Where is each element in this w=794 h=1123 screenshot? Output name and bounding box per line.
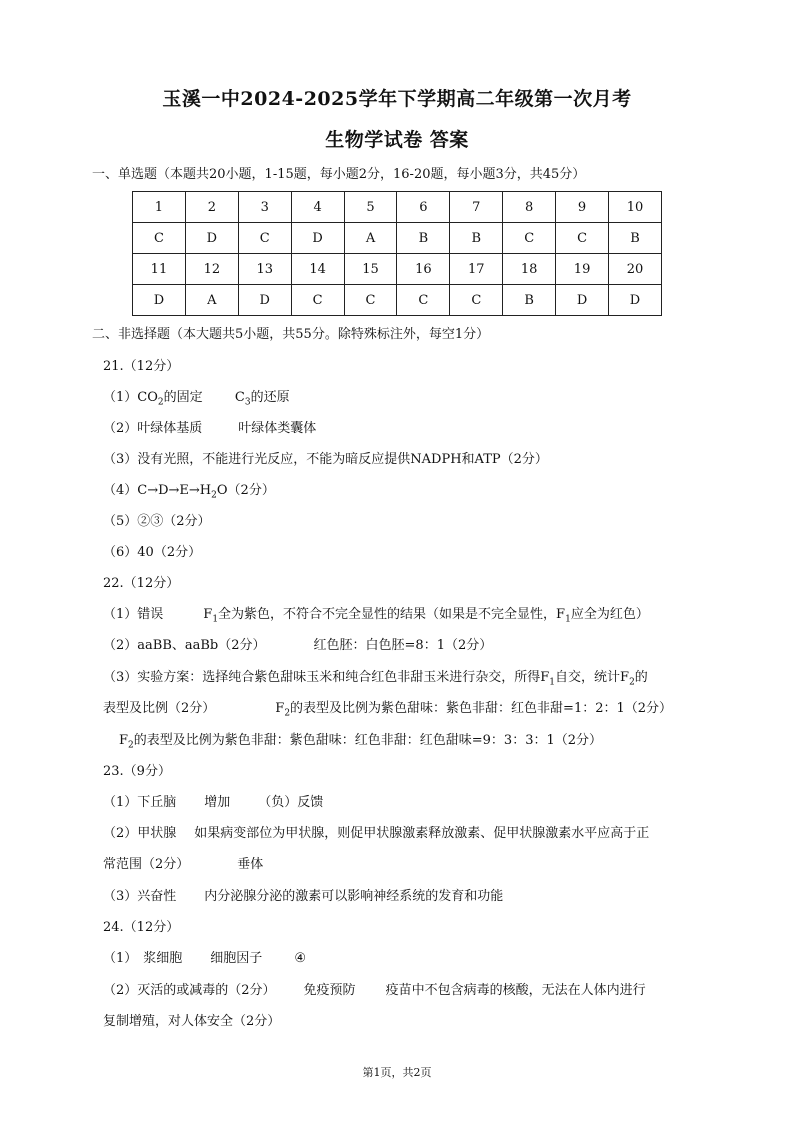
answer-table-cell: 1 <box>133 192 186 223</box>
q23-heading: 23.（9分） <box>103 764 171 779</box>
q22-answer-3-line3: $F_2$的表型及比例为紫色非甜：紫色甜味：红色非甜：红色甜味=9：3：3：1（2分） <box>119 733 603 751</box>
answer-table-cell: 9 <box>556 192 609 223</box>
q23-answer-2-line2: 常范围（2分） 垂体 <box>103 857 264 872</box>
answer-table-cell: 2 <box>185 192 238 223</box>
q24-answer-2-line2: 复制增殖，对人体安全（2分） <box>103 1014 281 1029</box>
answer-table-cell: C <box>397 285 450 316</box>
answer-table-cell: 5 <box>344 192 397 223</box>
q22-answer-2: （2）aaBB、aaBb（2分） 红色胚：白色胚=8：1（2分） <box>103 638 493 653</box>
answer-table-cell: D <box>238 285 291 316</box>
q21-answer-5: （5）②③（2分） <box>103 514 211 529</box>
answer-table-cell: C <box>556 223 609 254</box>
answer-table-cell: B <box>609 223 662 254</box>
answer-table-cell: D <box>556 285 609 316</box>
answer-table-cell: C <box>344 285 397 316</box>
q21-heading: 21.（12分） <box>103 359 180 374</box>
answer-table-cell: C <box>291 285 344 316</box>
answer-table-cell: B <box>503 285 556 316</box>
q22-answer-3-line2: 表型及比例（2分） $F_2$的表型及比例为紫色甜味：紫色非甜：红色非甜=1：2：1（2分） <box>103 701 673 719</box>
answer-table-cell: D <box>185 223 238 254</box>
answer-table-cell: 17 <box>450 254 503 285</box>
answer-table-cell: 10 <box>609 192 662 223</box>
page-title: 玉溪一中2024-2025学年下学期高二年级第一次月考 <box>162 88 632 110</box>
q24-answer-1: （1） 浆细胞 细胞因子 ④ <box>103 951 306 966</box>
section1-heading: 一、单选题（本题共20小题，1-15题，每小题2分，16-20题，每小题3分，共45分） <box>92 167 586 182</box>
q22-answer-3-line1: （3）实验方案：选择纯合紫色甜味玉米和纯合红色非甜玉米进行杂交，所得$F_1$自交，统计$F_2$的 <box>103 670 648 688</box>
page-footer: 第1页，共2页 <box>362 1066 432 1079</box>
answer-table-cell: 6 <box>397 192 450 223</box>
answer-table-cell: D <box>133 285 186 316</box>
answer-table-cell: 13 <box>238 254 291 285</box>
answer-table-cell: A <box>185 285 238 316</box>
q21-answer-1: $(1)CO_2$的固定 $C_3$的还原 <box>103 390 290 408</box>
q21-answer-4: $(4)C\to D\to E\to H_2O(2$分） <box>103 483 275 501</box>
answer-table-row <box>133 192 662 223</box>
q23-answer-2-line1: （2）甲状腺 如果病变部位为甲状腺，则促甲状腺激素释放激素、促甲状腺激素水平应高于正 <box>103 826 650 841</box>
answer-table-cell: B <box>397 223 450 254</box>
q23-answer-3: （3）兴奋性 内分泌腺分泌的激素可以影响神经系统的发育和功能 <box>103 889 504 904</box>
section2-heading: 二、非选择题（本大题共5小题，共55分。除特殊标注外，每空1分） <box>92 327 490 342</box>
answer-table-cell: 16 <box>397 254 450 285</box>
q24-heading: 24.（12分） <box>103 920 180 935</box>
answer-table-cell: 14 <box>291 254 344 285</box>
answer-table-cell: 7 <box>450 192 503 223</box>
q24-answer-2-line1: （2）灭活的或减毒的（2分） 免疫预防 疫苗中不包含病毒的核酸，无法在人体内进行 <box>103 983 646 998</box>
answer-table-cell: 18 <box>503 254 556 285</box>
answer-table-cell: 15 <box>344 254 397 285</box>
answer-table-cell: 12 <box>185 254 238 285</box>
answer-table-row <box>133 223 662 254</box>
answer-table-cell: C <box>503 223 556 254</box>
answer-table-cell: 20 <box>609 254 662 285</box>
answer-table-cell: 3 <box>238 192 291 223</box>
answer-table-cell: B <box>450 223 503 254</box>
answer-table-cell: C <box>450 285 503 316</box>
answer-table-cell: D <box>291 223 344 254</box>
answer-table-cell: D <box>609 285 662 316</box>
q21-answer-3: （3）没有光照，不能进行光反应，不能为暗反应提供NADPH和ATP（2分） <box>103 452 548 467</box>
q22-heading: 22.（12分） <box>103 576 180 591</box>
answer-table-cell: C <box>133 223 186 254</box>
answer-table-row <box>133 285 662 316</box>
q21-answer-6: （6）40（2分） <box>103 545 202 560</box>
answer-table <box>132 191 662 316</box>
q23-answer-1: （1）下丘脑 增加 （负）反馈 <box>103 795 324 810</box>
answer-table-row <box>133 254 662 285</box>
q22-answer-1: （1）错误 $F_1$全为紫色，不符合不完全显性的结果（如果是不完全显性，$F_1$应全为红色） <box>103 607 649 625</box>
answer-table-cell: A <box>344 223 397 254</box>
answer-table-cell: 4 <box>291 192 344 223</box>
q21-answer-2: （2）叶绿体基质 叶绿体类囊体 <box>103 421 317 436</box>
answer-table-cell: 11 <box>133 254 186 285</box>
answer-table-cell: C <box>238 223 291 254</box>
answer-table-cell: 8 <box>503 192 556 223</box>
page-subtitle: 生物学试卷 答案 <box>325 129 469 151</box>
answer-table-cell: 19 <box>556 254 609 285</box>
